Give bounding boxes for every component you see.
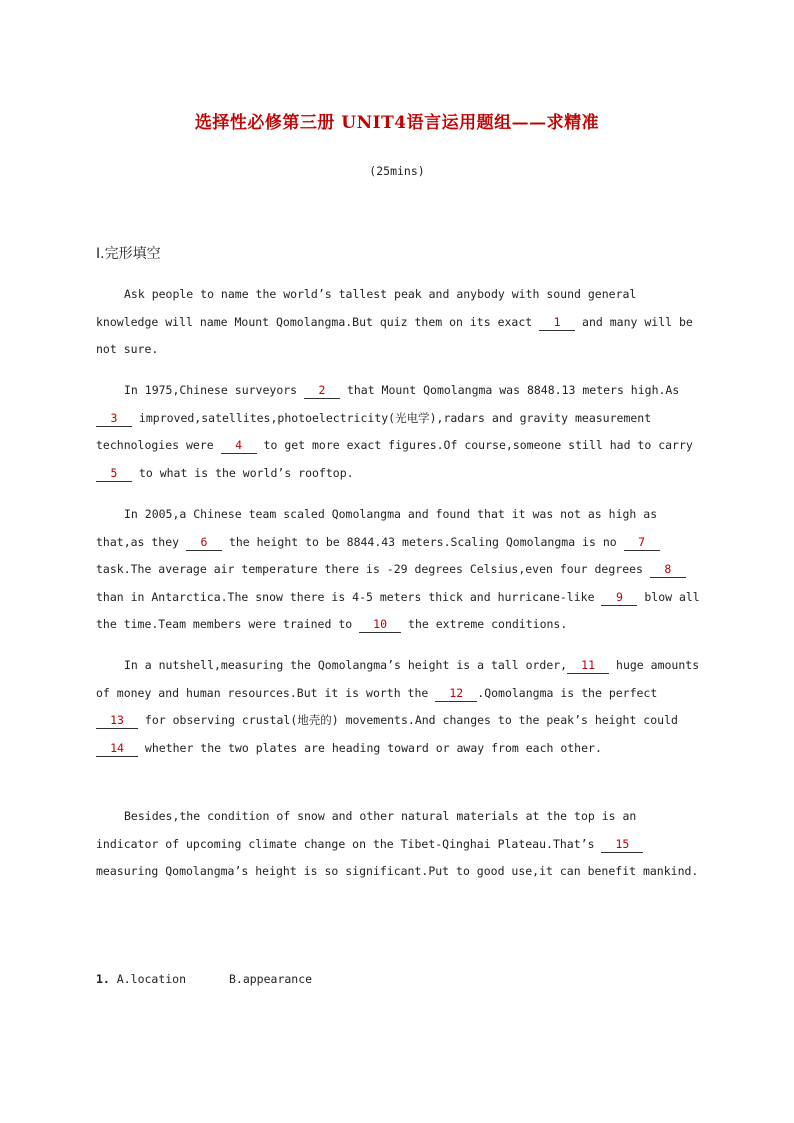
paragraph: Besides,the condition of snow and other natural materials at the top is an indicator of upcoming climate change on the Tibet-Qinghai Plateau.That’s 15 measuring Qomolangma’s height is so significant.Put to good use,it can benefit mankind. [96, 809, 699, 879]
question-number: 1. [96, 972, 110, 986]
blank-2[interactable]: 2 [304, 382, 340, 399]
blank-9[interactable]: 9 [601, 589, 637, 606]
blank-15[interactable]: 15 [601, 836, 643, 853]
time-limit: (25mins) [369, 164, 425, 178]
blank-4[interactable]: 4 [221, 437, 257, 454]
document-title: 选择性必修第三册 UNIT4语言运用题组——求精准 [194, 113, 600, 133]
blank-3[interactable]: 3 [96, 410, 132, 427]
blank-7[interactable]: 7 [624, 534, 660, 551]
blank-8[interactable]: 8 [650, 561, 686, 578]
blank-6[interactable]: 6 [186, 534, 222, 551]
paragraph: In 1975,Chinese surveyors 2 that Mount Qomolangma was 8848.13 meters high.As 3 improved,satellites,photoelectricity(光电学),radars and gravity measurement technologies were 4 to get more exact figures.Of course,someone still had to carry 5 to what is the world’s rooftop. [96, 383, 693, 480]
option-a[interactable]: A.location [116, 972, 187, 986]
blank-5[interactable]: 5 [96, 465, 132, 482]
blank-12[interactable]: 12 [435, 685, 477, 702]
section-heading: Ⅰ.完形填空 [96, 246, 161, 262]
option-b[interactable]: B.appearance [228, 972, 313, 986]
paragraph: In a nutshell,measuring the Qomolangma’s height is a tall order, 11 huge amounts of money and human resources.But it is worth the 12 .Qomolangma is the perfect 13 for observing crustal(地壳的) movements.And changes to the peak’s height could 14 whether the two plates are heading toward or away from each other. [96, 658, 700, 755]
blank-13[interactable]: 13 [96, 712, 138, 729]
blank-1[interactable]: 1 [539, 314, 575, 331]
blank-11[interactable]: 11 [567, 657, 609, 674]
blank-14[interactable]: 14 [96, 740, 138, 757]
paragraph: In 2005,a Chinese team scaled Qomolangma and found that it was not as high as that,as they 6 the height to be 8844.43 meters.Scaling Qomolangma is no 7 task.The average air temperature there is -29 degrees Celsius,even four degrees 8 than in Antarctica.The snow there is 4-5 meters thick and hurricane-like 9 blow all the time.Team members were trained to 10 the extreme conditions. [96, 507, 700, 632]
blank-10[interactable]: 10 [359, 616, 401, 633]
paragraph: Ask people to name the world’s tallest peak and anybody with sound general knowledge will name Mount Qomolangma.But quiz them on its exact 1 and many will be not sure. [96, 287, 693, 357]
question-1-options [96, 972, 312, 986]
